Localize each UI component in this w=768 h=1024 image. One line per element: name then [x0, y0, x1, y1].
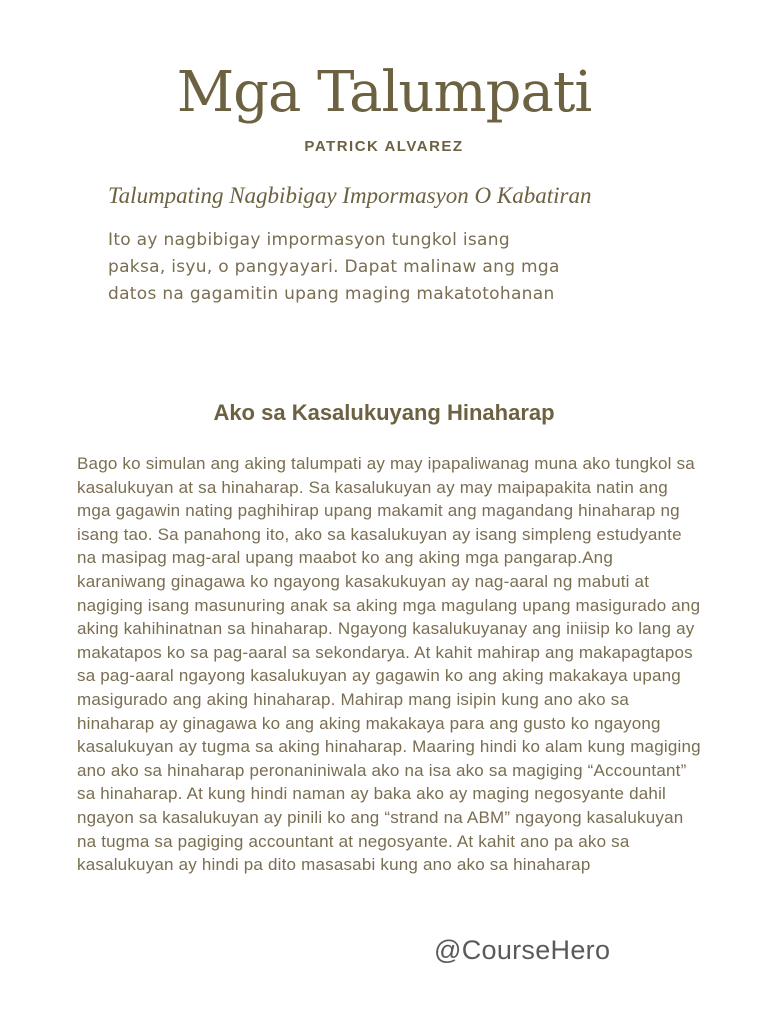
speech-type-subtitle: Talumpating Nagbibigay Impormasyon O Kabatiran	[108, 183, 592, 208]
section-heading: Ako sa Kasalukuyang Hinaharap	[213, 400, 555, 425]
speech-body-paragraph: Bago ko simulan ang aking talumpati ay may ipapaliwanag muna ako tungkol sa kasalukuyan at sa hinaharap. Sa kasalukuyan ay may maipapakita natin ang mga gagawin nating paghihirap upang makamit ang magandang hinaharap ng isang tao. Sa panahong ito, ako sa kasalukuyan ay isang simpleng estudyante na masipag mag-aral upang maabot ko ang aking mga pangarap.Ang karaniwang ginagawa ko ngayong kasakukuyan ay nag-aaral ng mabuti at nagiging isang masunuring anak sa aking mga magulang upang masigurado ang aking kahihinatnan sa hinaharap. Ngayong kasalukuyanay ang iniisip ko lang ay makatapos ko sa pag-aaral sa sekondarya. At kahit mahirap ang makapagtapos sa pag-aaral ngayong kasalukuyan ay gagawin ko ang aking makakaya upang masigurado ang aking hinaharap. Mahirap mang isipin kung ano ako sa hinaharap ay ginagawa ko ang aking makakaya para ang gusto ko ngayong kasalukuyan ay tugma sa aking hinaharap. Maaring hindi ko alam kung magiging ano ako sa hinaharap peronaniniwala ako na isa ako sa magiging “Accountant” sa hinaharap. At kung hindi naman ay baka ako ay maging negosyante dahil ngayon sa kasalukuyan ay pinili ko ang “strand na ABM” ngayong kasalukuyan na tugma sa pagiging accountant at negosyante. At kahit ano pa ako sa kasalukuyan ay hindi pa dito masasabi kung ano ako sa hinaharap	[77, 454, 701, 875]
intro-paragraph: Ito ay nagbibigay impormasyon tungkol isang paksa, isyu, o pangyayari. Dapat malinaw ang mga datos na gagamitin upang maging makatotohanan	[108, 230, 560, 304]
author-name: PATRICK ALVAREZ	[304, 138, 464, 155]
coursehero-watermark: @CourseHero	[434, 935, 611, 965]
page-title: Mga Talumpati	[176, 60, 592, 125]
